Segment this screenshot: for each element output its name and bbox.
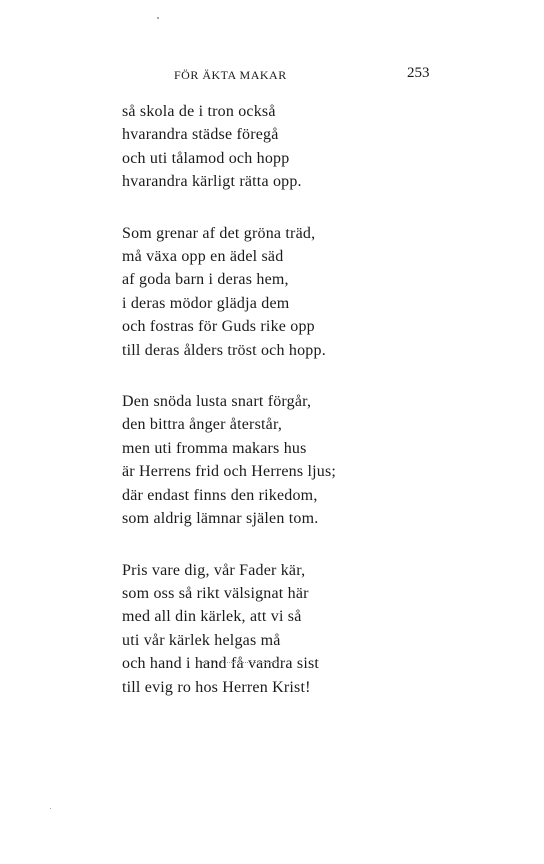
running-title: FÖR ÄKTA MAKAR bbox=[174, 68, 287, 82]
poem-line: af goda barn i deras hem, bbox=[122, 271, 289, 289]
stanza-1 bbox=[122, 100, 422, 194]
poem-line: men uti fromma makars hus bbox=[122, 439, 307, 457]
paper-speck bbox=[157, 17, 159, 19]
poem-line: den bittra ånger återstår, bbox=[122, 416, 283, 434]
poem-line: där endast finns den rikedom, bbox=[122, 486, 318, 504]
poem-line: till deras ålders tröst och hopp. bbox=[122, 341, 326, 359]
poem-line: Den snöda lusta snart förgår, bbox=[122, 393, 312, 411]
poem bbox=[122, 100, 422, 727]
stanza-3 bbox=[122, 390, 422, 530]
poem-line: och fostras för Guds rike opp bbox=[122, 318, 315, 336]
poem-line: med all din kärlek, att vi så bbox=[122, 608, 302, 626]
poem-line: Pris vare dig, vår Fader kär, bbox=[122, 561, 306, 579]
poem-line: må växa opp en ädel säd bbox=[122, 248, 284, 266]
poem-line: som aldrig lämnar själen tom. bbox=[122, 510, 319, 528]
poem-line: så skola de i tron också bbox=[122, 103, 276, 120]
stanza-2 bbox=[122, 222, 422, 362]
poem-line: Som grenar af det gröna träd, bbox=[122, 224, 316, 242]
poem-line: till evig ro hos Herren Krist! bbox=[122, 678, 311, 696]
poem-line: som oss så rikt välsignat här bbox=[122, 584, 309, 602]
stanza-4 bbox=[122, 559, 422, 699]
poem-line: hvarandra kärligt rätta opp. bbox=[122, 173, 302, 191]
poem-line: och uti tålamod och hopp bbox=[122, 149, 290, 167]
poem-line: är Herrens frid och Herrens ljus; bbox=[122, 463, 337, 481]
page-number: 253 bbox=[407, 65, 430, 81]
poem-line: och hand i hand få vandra sist bbox=[122, 655, 320, 673]
poem-line: i deras mödor glädja dem bbox=[122, 294, 290, 312]
poem-line: uti vår kärlek helgas må bbox=[122, 631, 281, 649]
poem-line: hvarandra städse föregå bbox=[122, 126, 279, 144]
paper-speck bbox=[50, 808, 51, 809]
end-divider-rule bbox=[202, 662, 278, 663]
